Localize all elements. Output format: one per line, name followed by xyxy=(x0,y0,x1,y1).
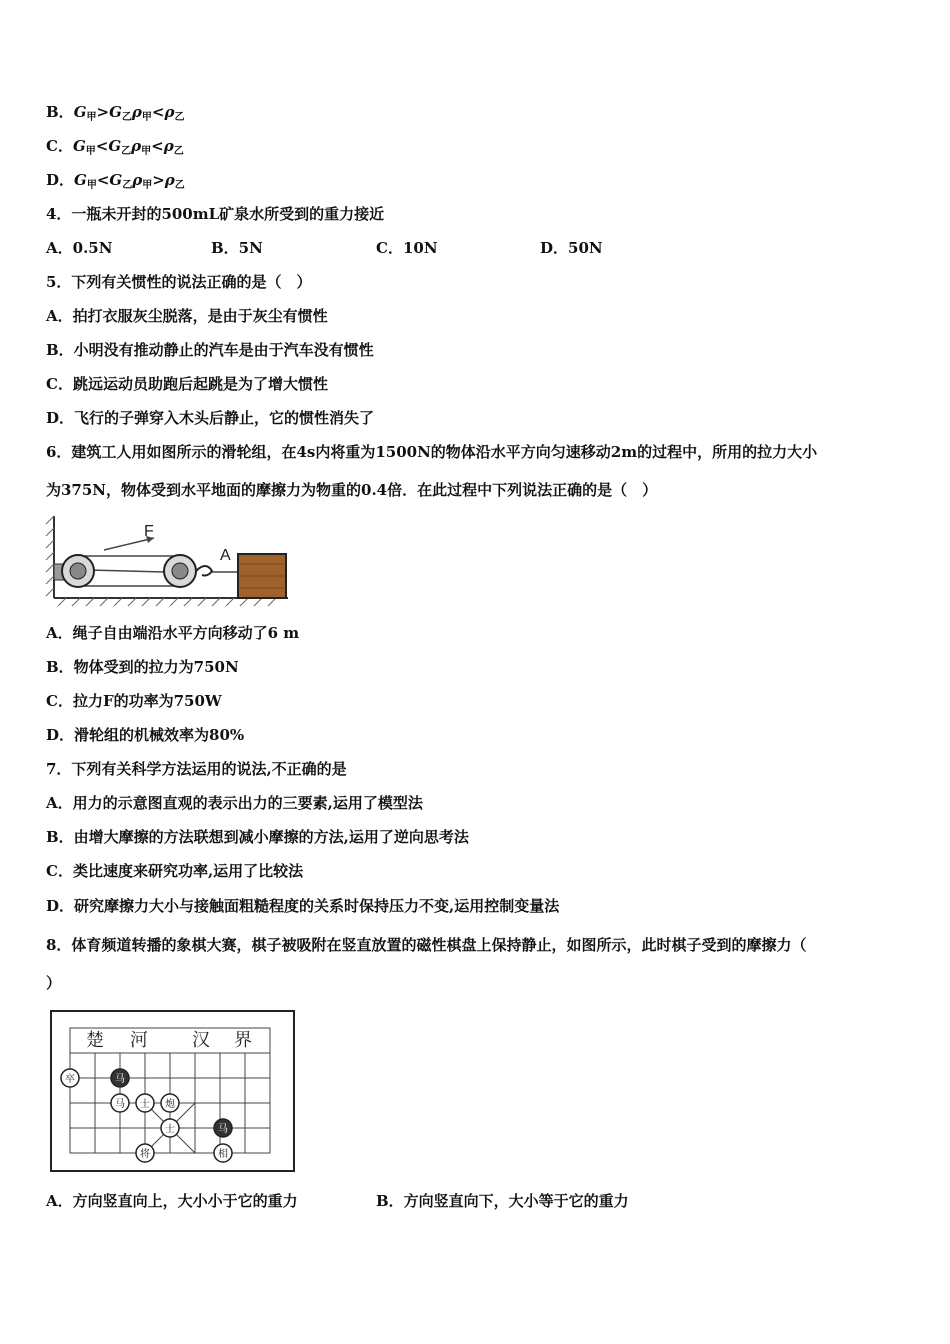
q7-option-b: B．由增大摩擦的方法联想到减小摩擦的方法,运用了逆向思考法 xyxy=(46,828,469,846)
q8-option-a: A．方向竖直向上，大小小于它的重力 xyxy=(46,1192,298,1210)
q6-option-d: D．滑轮组的机械效率为80% xyxy=(46,726,245,744)
q4-options xyxy=(46,238,746,258)
svg-text:卒: 卒 xyxy=(65,1074,75,1085)
q3-option-d: D．$G_甲<G_乙\rho_甲>\rho_乙$ xyxy=(46,171,185,191)
q7-option-c: C．类比速度来研究功率,运用了比较法 xyxy=(46,862,304,880)
q5-option-a: A．拍打衣服灰尘脱落，是由于灰尘有惯性 xyxy=(46,307,328,325)
q6-stem-line2: 为375N，物体受到水平地面的摩擦力为物重的0.4倍．在此过程中下列说法正确的是（ ） xyxy=(46,481,658,499)
chess-piece xyxy=(111,1094,129,1112)
river-label-he: 河 xyxy=(130,1030,148,1051)
q4-option-c: C．10N xyxy=(376,239,438,257)
q8-stem-line1: 8．体育频道转播的象棋大赛，棋子被吸附在竖直放置的磁性棋盘上保持静止，如图所示，此时棋子受到的摩擦力（ xyxy=(46,936,807,954)
pulley-figure xyxy=(44,512,290,608)
q5-option-d: D．飞行的子弹穿入木头后静止，它的惯性消失了 xyxy=(46,409,375,427)
force-label: F xyxy=(144,523,154,540)
q8-option-b: B．方向竖直向下，大小等于它的重力 xyxy=(376,1192,629,1210)
svg-text:相: 相 xyxy=(218,1149,228,1160)
q7-option-d: D．研究摩擦力大小与接触面粗糙程度的关系时保持压力不变,运用控制变量法 xyxy=(46,897,560,915)
chess-piece xyxy=(136,1094,154,1112)
chess-piece xyxy=(61,1069,79,1087)
q4-option-a: A．0.5N xyxy=(46,239,113,257)
q7-option-a: A．用力的示意图直观的表示出力的三要素,运用了模型法 xyxy=(46,794,423,812)
q8-stem-line2: ） xyxy=(46,974,62,992)
river-label-jie: 界 xyxy=(234,1030,252,1051)
svg-text:将: 将 xyxy=(140,1149,150,1160)
svg-text:士: 士 xyxy=(140,1099,150,1110)
q6-option-a: A．绳子自由端沿水平方向移动了6 m xyxy=(46,624,300,642)
q7-stem: 7．下列有关科学方法运用的说法,不正确的是 xyxy=(46,760,347,778)
q5-option-b: B．小明没有推动静止的汽车是由于汽车没有惯性 xyxy=(46,341,374,359)
river-label-chu: 楚 xyxy=(86,1030,104,1051)
q4-stem: 4．一瓶未开封的500mL矿泉水所受到的重力接近 xyxy=(46,205,385,223)
q6-option-b: B．物体受到的拉力为750N xyxy=(46,658,239,676)
river-label-han: 汉 xyxy=(192,1030,210,1051)
q6-stem-line1: 6．建筑工人用如图所示的滑轮组，在4s内将重为1500N的物体沿水平方向匀速移动2m的过程中，所用的拉力大小 xyxy=(46,443,818,461)
q5-option-c: C．跳远运动员助跑后起跳是为了增大惯性 xyxy=(46,375,328,393)
q3-option-b: B．$G_甲>G_乙\rho_甲<\rho_乙$ xyxy=(46,103,185,123)
svg-text:马: 马 xyxy=(115,1074,125,1085)
svg-text:士: 士 xyxy=(165,1124,175,1135)
q3-option-c: C．$G_甲<G_乙\rho_甲<\rho_乙$ xyxy=(46,137,184,157)
chess-piece xyxy=(111,1069,129,1087)
q6-option-c: C．拉力F的功率为750W xyxy=(46,692,222,710)
chess-piece xyxy=(214,1119,232,1137)
point-label: A xyxy=(220,547,231,564)
chess-piece xyxy=(161,1094,179,1112)
chess-piece xyxy=(214,1144,232,1162)
q5-stem: 5．下列有关惯性的说法正确的是（ ） xyxy=(46,273,312,291)
q8-options xyxy=(46,1191,746,1211)
svg-text:马: 马 xyxy=(218,1124,228,1135)
chess-board-figure xyxy=(50,1010,296,1174)
svg-text:炮: 炮 xyxy=(165,1099,175,1110)
chess-piece xyxy=(161,1119,179,1137)
chess-piece xyxy=(136,1144,154,1162)
q4-option-d: D．50N xyxy=(540,239,603,257)
q4-option-b: B．5N xyxy=(211,239,263,257)
svg-text:马: 马 xyxy=(115,1099,125,1110)
